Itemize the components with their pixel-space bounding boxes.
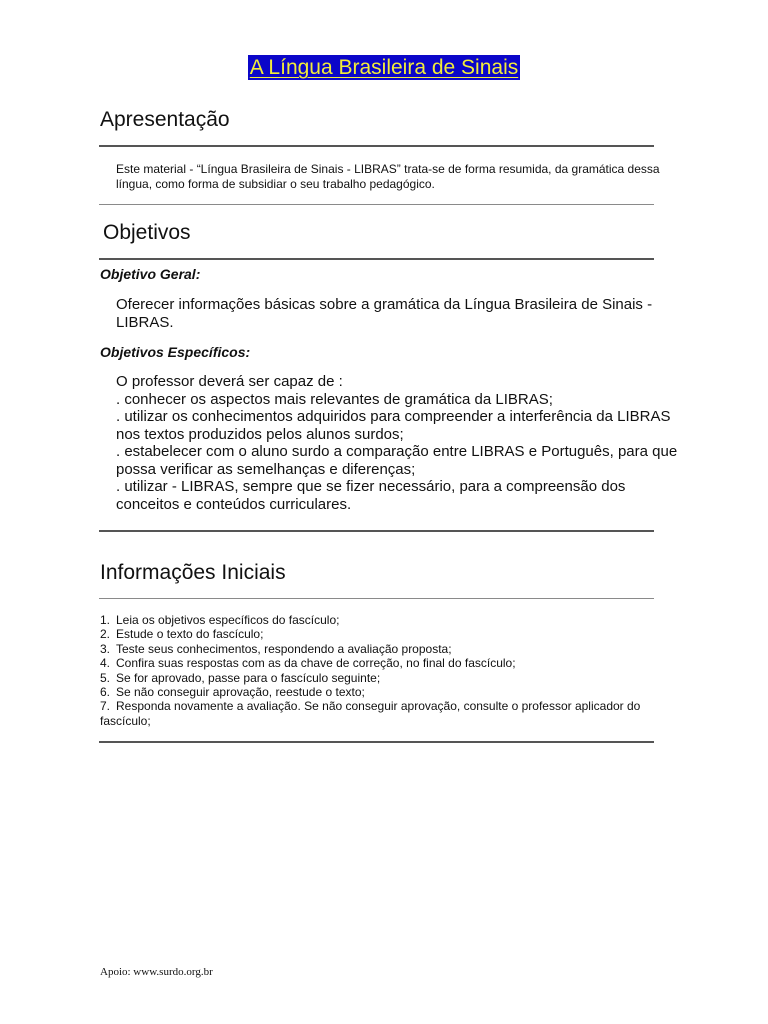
list-item [100,613,670,627]
step-number: 7. [100,699,111,714]
steps-list [100,613,670,728]
step-text: Teste seus conhecimentos, respondendo a avaliação proposta; [116,641,452,656]
list-item: . estabelecer com o aluno surdo a comparação entre LIBRAS e Português, para que possa verificar as semelhanças e diferenças; [116,443,678,478]
list-item [100,656,670,670]
list-item: . conhecer os aspectos mais relevantes de gramática da LIBRAS; [116,390,553,408]
title-banner [0,55,768,80]
objetivo-geral-text: Oferecer informações básicas sobre a gramática da Língua Brasileira de Sinais - LIBRAS. [116,296,653,331]
objetivos-especificos-label: Objetivos Específicos: [100,344,251,360]
step-number: 6. [100,685,111,700]
apresentacao-heading: Apresentação [100,108,230,131]
objetivo-geral-label: Objetivo Geral: [100,266,201,282]
step-text: Se não conseguir aprovação, reestude o texto; [116,685,365,700]
objetivos-especificos-list [100,373,680,513]
list-item: . utilizar - LIBRAS, sempre que se fizer necessário, para a compreensão dos conceitos e conteúdos curriculares. [116,478,626,513]
list-item: . utilizar os conhecimentos adquiridos para compreender a interferência da LIBRAS nos textos produzidos pelos alunos surdos; [116,408,671,443]
step-text: Responda novamente a avaliação. Se não conseguir aprovação, consulte o professor aplicador do fascículo; [100,699,641,728]
list-item [100,671,670,685]
apresentacao-text: Este material - “Língua Brasileira de Sinais - LIBRAS” trata-se de forma resumida, da gramática dessa língua, como forma de subsidiar o seu trabalho pedagógico. [116,162,660,191]
section-divider [99,741,654,743]
step-number: 3. [100,641,111,656]
step-number: 4. [100,656,111,671]
section-divider [99,258,654,260]
step-number: 2. [100,627,111,642]
document-title: A Língua Brasileira de Sinais [249,56,519,79]
list-item [100,699,670,728]
footer-support: Apoio: www.surdo.org.br [100,966,213,978]
section-divider [99,204,654,205]
step-text: Estude o texto do fascículo; [116,627,264,642]
list-item [100,642,670,656]
step-number: 1. [100,613,111,627]
informacoes-heading: Informações Iniciais [100,561,286,584]
list-item [100,627,670,641]
section-divider [99,145,654,147]
objetivos-intro: O professor deverá ser capaz de : [116,373,343,390]
step-text: Leia os objetivos específicos do fascículo; [116,613,340,627]
step-text: Se for aprovado, passe para o fascículo seguinte; [116,670,381,685]
section-divider [99,530,654,532]
section-divider [99,598,654,599]
list-item [100,685,670,699]
objetivos-heading: Objetivos [103,221,191,244]
step-text: Confira suas respostas com as da chave de correção, no final do fascículo; [116,656,516,671]
step-number: 5. [100,670,111,685]
